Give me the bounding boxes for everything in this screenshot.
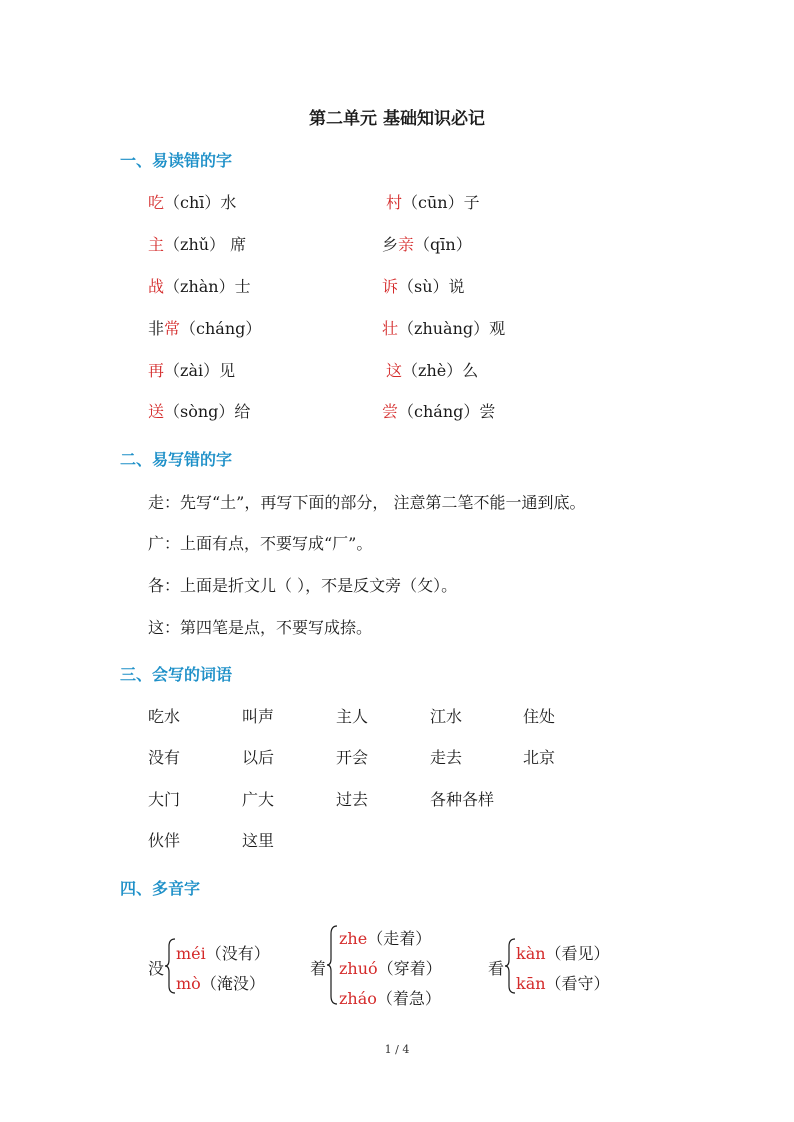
reading-pinyin: （sòng） <box>164 402 235 421</box>
brace-icon <box>164 938 176 994</box>
reading-prefix: 乡 <box>382 235 399 254</box>
polyphone-pinyin: kàn <box>516 944 546 963</box>
word-item: 广大 <box>242 790 275 809</box>
polyphone-reading <box>516 971 610 994</box>
reading-item <box>386 358 478 381</box>
word-item: 江水 <box>430 707 463 726</box>
brace-icon <box>326 925 338 1005</box>
writing-rule: 这：第四笔是点，不要写成捺。 <box>148 618 373 637</box>
word-item: 没有 <box>148 748 181 767</box>
reading-item <box>148 232 246 255</box>
reading-suffix: 观 <box>489 319 506 338</box>
polyphone-pinyin: zhe <box>339 929 368 948</box>
polyphone-char: 着 <box>310 959 327 978</box>
reading-target-char: 诉 <box>382 277 399 296</box>
writing-rule: 广：上面有点，不要写成“厂”。 <box>148 534 373 553</box>
word-item: 伙伴 <box>148 831 181 850</box>
writing-rule: 各：上面是折文儿（ ），不是反文旁（攵）。 <box>148 576 458 595</box>
reading-target-char: 尝 <box>382 402 399 421</box>
reading-pinyin: （cháng） <box>398 402 480 421</box>
reading-item <box>148 190 236 213</box>
reading-pinyin: （cūn） <box>402 193 464 212</box>
reading-suffix: 么 <box>462 361 479 380</box>
reading-suffix: 尝 <box>479 402 496 421</box>
reading-suffix: 给 <box>234 402 251 421</box>
polyphone-char: 没 <box>148 959 165 978</box>
word-item: 住处 <box>523 707 556 726</box>
word-item: 开会 <box>336 748 369 767</box>
reading-prefix: 非 <box>148 319 165 338</box>
reading-pinyin: （zhàn） <box>164 277 235 296</box>
reading-item <box>148 316 261 339</box>
reading-target-char: 战 <box>148 277 165 296</box>
section-heading-misread: 一、易读错的字 <box>120 151 233 170</box>
polyphone-reading <box>176 941 270 964</box>
section-heading-polyphones: 四、多音字 <box>120 879 201 898</box>
reading-target-char: 常 <box>164 319 181 338</box>
polyphone-reading <box>176 971 265 994</box>
reading-pinyin: （chī） <box>164 193 221 212</box>
reading-suffix: 士 <box>234 277 251 296</box>
polyphone-pinyin: zháo <box>339 989 377 1008</box>
polyphone-pinyin: zhuó <box>339 959 378 978</box>
reading-pinyin: （cháng） <box>180 319 262 338</box>
page-title: 第二单元 基础知识必记 <box>309 109 485 129</box>
reading-item <box>382 399 495 422</box>
reading-target-char: 亲 <box>398 235 415 254</box>
reading-pinyin: （zhè） <box>402 361 463 380</box>
reading-item <box>382 232 472 255</box>
reading-target-char: 壮 <box>382 319 399 338</box>
reading-item <box>148 399 250 422</box>
reading-pinyin: （sù） <box>398 277 449 296</box>
polyphone-word: （走着） <box>367 929 432 948</box>
reading-suffix: 水 <box>220 193 237 212</box>
polyphone-word: （淹没） <box>200 974 265 993</box>
reading-item <box>386 190 480 213</box>
polyphone-pinyin: méi <box>176 944 206 963</box>
polyphone-reading <box>339 956 442 979</box>
polyphone-reading <box>339 986 441 1009</box>
polyphone-char: 看 <box>488 959 505 978</box>
reading-target-char: 这 <box>386 361 403 380</box>
reading-target-char: 村 <box>386 193 403 212</box>
word-item: 走去 <box>430 748 463 767</box>
word-item: 这里 <box>242 831 275 850</box>
reading-item <box>382 274 465 297</box>
reading-pinyin: （zhuàng） <box>398 319 490 338</box>
reading-item <box>148 274 251 297</box>
word-item: 各种各样 <box>430 790 495 809</box>
word-item: 大门 <box>148 790 181 809</box>
section-heading-words: 三、会写的词语 <box>120 665 233 684</box>
reading-item <box>382 316 505 339</box>
polyphone-reading <box>339 926 431 949</box>
reading-suffix: 见 <box>219 361 236 380</box>
reading-pinyin: （zhǔ） <box>164 235 226 254</box>
reading-target-char: 主 <box>148 235 165 254</box>
polyphone-pinyin: kān <box>516 974 546 993</box>
reading-target-char: 再 <box>148 361 165 380</box>
polyphone-pinyin: mò <box>176 974 201 993</box>
polyphone-word: （穿着） <box>377 959 442 978</box>
reading-suffix: 说 <box>448 277 465 296</box>
reading-pinyin: （qīn） <box>414 235 472 254</box>
reading-suffix: 席 <box>225 235 247 254</box>
word-item: 过去 <box>336 790 369 809</box>
reading-suffix: 子 <box>463 193 480 212</box>
word-item: 叫声 <box>242 707 275 726</box>
reading-item <box>148 358 235 381</box>
word-item: 吃水 <box>148 707 181 726</box>
brace-icon <box>504 938 516 994</box>
polyphone-reading <box>516 941 610 964</box>
writing-rule: 走：先写“土”，再写下面的部分， 注意第二笔不能一通到底。 <box>148 493 586 512</box>
polyphone-word: （没有） <box>205 944 270 963</box>
reading-target-char: 送 <box>148 402 165 421</box>
section-heading-miswritten: 二、易写错的字 <box>120 450 233 469</box>
reading-pinyin: （zài） <box>164 361 220 380</box>
polyphone-word: （看见） <box>545 944 610 963</box>
page-number: 1 / 4 <box>384 1043 410 1056</box>
word-item: 主人 <box>336 707 369 726</box>
polyphone-word: （着急） <box>376 989 441 1008</box>
word-item: 北京 <box>523 748 556 767</box>
polyphone-word: （看守） <box>545 974 610 993</box>
word-item: 以后 <box>242 748 275 767</box>
reading-target-char: 吃 <box>148 193 165 212</box>
